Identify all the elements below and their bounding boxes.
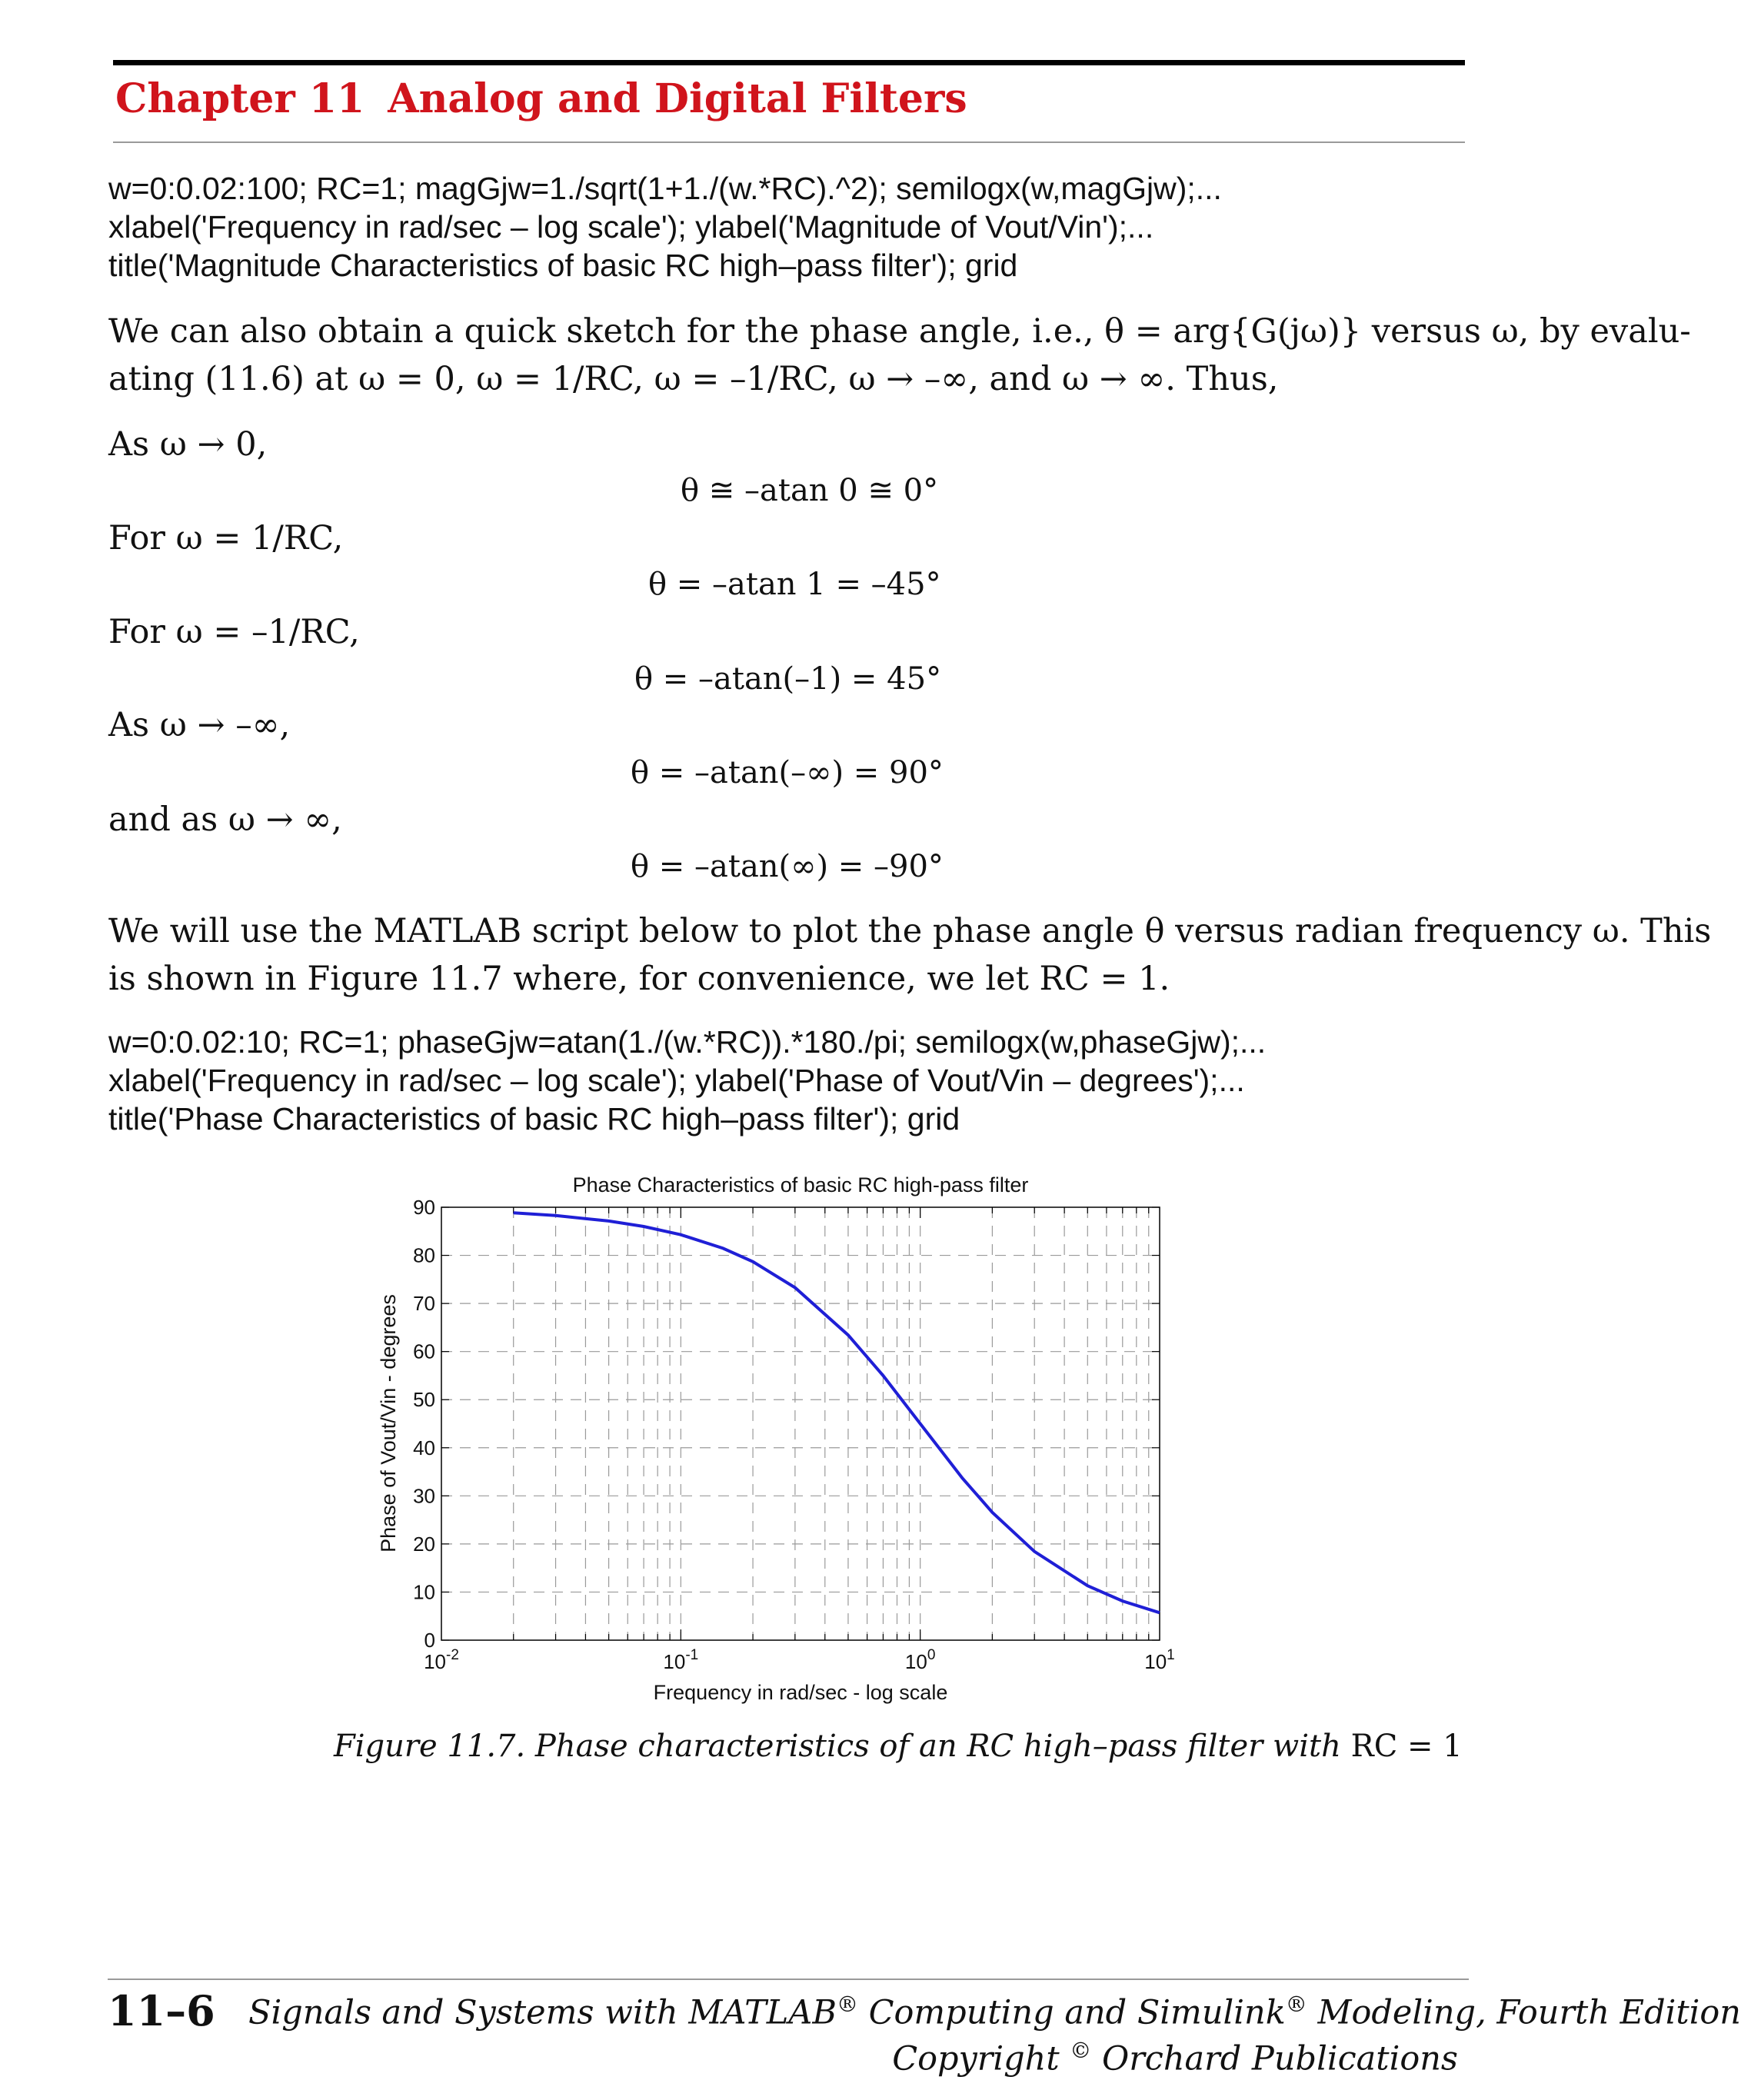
code-line: xlabel('Frequency in rad/sec – log scale'); ylabel('Magnitude of Vout/Vin');... (108, 209, 1154, 245)
x-tick-label: $10^0$ (904, 1647, 936, 1673)
case-label: For ω = –1/RC, (108, 613, 360, 651)
grid-layer (441, 1207, 1160, 1640)
registered-mark: ® (1285, 1992, 1307, 2017)
chart-xlabel: Frequency in rad/sec - log scale (653, 1681, 948, 1704)
code-line: title('Magnitude Characteristics of basic RC high–pass filter'); grid (108, 248, 1018, 283)
case-label: For ω = 1/RC, (108, 519, 344, 557)
page-number: 11–6 (108, 1986, 215, 2035)
code-line: title('Phase Characteristics of basic RC high–pass filter'); grid (108, 1101, 960, 1137)
y-tick-label: 20 (413, 1532, 435, 1556)
y-tick-label: 50 (413, 1388, 435, 1412)
paragraph-line: We can also obtain a quick sketch for the phase angle, i.e., θ = arg{G(jω)} versus ω, by evalu- (108, 312, 1691, 351)
plot-frame (441, 1207, 1160, 1640)
case-equation: θ ≅ –atan 0 ≅ 0° (681, 473, 939, 508)
y-tick-label: 10 (413, 1580, 435, 1604)
chart-ylabel: Phase of Vout/Vin - degrees (377, 1294, 400, 1553)
y-tick-label: 90 (413, 1196, 435, 1219)
case-label: and as ω → ∞, (108, 800, 342, 839)
x-tick-label: $10^1$ (1144, 1647, 1175, 1673)
case-equation: θ = –atan(–1) = 45° (634, 661, 942, 697)
registered-mark: ® (836, 1992, 858, 2017)
footer-title-part: Modeling, Fourth Edition (1307, 1993, 1741, 2032)
y-tick-label: 0 (424, 1629, 435, 1652)
chapter-title: Analog and Digital Filters (388, 75, 967, 122)
paragraph-line: We will use the MATLAB script below to plot the phase angle θ versus radian frequency ω. This (108, 912, 1712, 950)
case-equation: θ = –atan(–∞) = 90° (631, 755, 944, 790)
y-tick-label: 70 (413, 1292, 435, 1316)
code-line: w=0:0.02:10; RC=1; phaseGjw=atan(1./(w.*RC)).*180./pi; semilogx(w,phaseGjw);... (108, 1024, 1267, 1060)
footer-book-title (248, 1992, 1741, 2032)
footer-title-part: Computing and Simulink (857, 1993, 1286, 2032)
footer-rule (108, 1979, 1469, 1980)
x-tick-label: $10^{-1}$ (663, 1647, 699, 1673)
figure-caption (334, 1729, 1463, 1764)
x-tick-label: $10^{-2}$ (424, 1647, 459, 1673)
caption-text: Figure 11.7. Phase characteristics of an RC high–pass filter with (334, 1729, 1351, 1764)
copyright-label: Copyright (892, 2039, 1060, 2078)
caption-math: RC = 1 (1350, 1729, 1463, 1764)
chart-title: Phase Characteristics of basic RC high-pass filter (572, 1173, 1029, 1196)
code-line: w=0:0.02:100; RC=1; magGjw=1./sqrt(1+1./(w.*RC).^2); semilogx(w,magGjw);... (108, 171, 1222, 206)
footer-copyright (892, 2038, 1458, 2078)
publisher: Orchard Publications (1091, 2039, 1458, 2078)
copyright-symbol: © (1070, 2038, 1092, 2063)
case-label: As ω → –∞, (108, 706, 291, 744)
case-equation: θ = –atan 1 = –45° (648, 567, 941, 602)
chapter-number: Chapter 11 (115, 75, 365, 122)
tick-layer (413, 1196, 1175, 1673)
y-tick-label: 40 (413, 1436, 435, 1459)
footer-title-part: Signals and Systems with MATLAB (248, 1993, 837, 2032)
case-equation: θ = –atan(∞) = –90° (631, 849, 944, 884)
case-label: As ω → 0, (108, 425, 268, 464)
phase-series-line (514, 1213, 1160, 1612)
y-tick-label: 30 (413, 1484, 435, 1508)
y-tick-label: 80 (413, 1243, 435, 1267)
paragraph-line: ating (11.6) at ω = 0, ω = 1/RC, ω = –1/RC, ω → –∞, and ω → ∞. Thus, (108, 360, 1279, 398)
code-line: xlabel('Frequency in rad/sec – log scale'); ylabel('Phase of Vout/Vin – degrees');... (108, 1063, 1245, 1098)
paragraph-line: is shown in Figure 11.7 where, for convenience, we let RC = 1. (108, 960, 1170, 998)
y-tick-label: 60 (413, 1340, 435, 1363)
